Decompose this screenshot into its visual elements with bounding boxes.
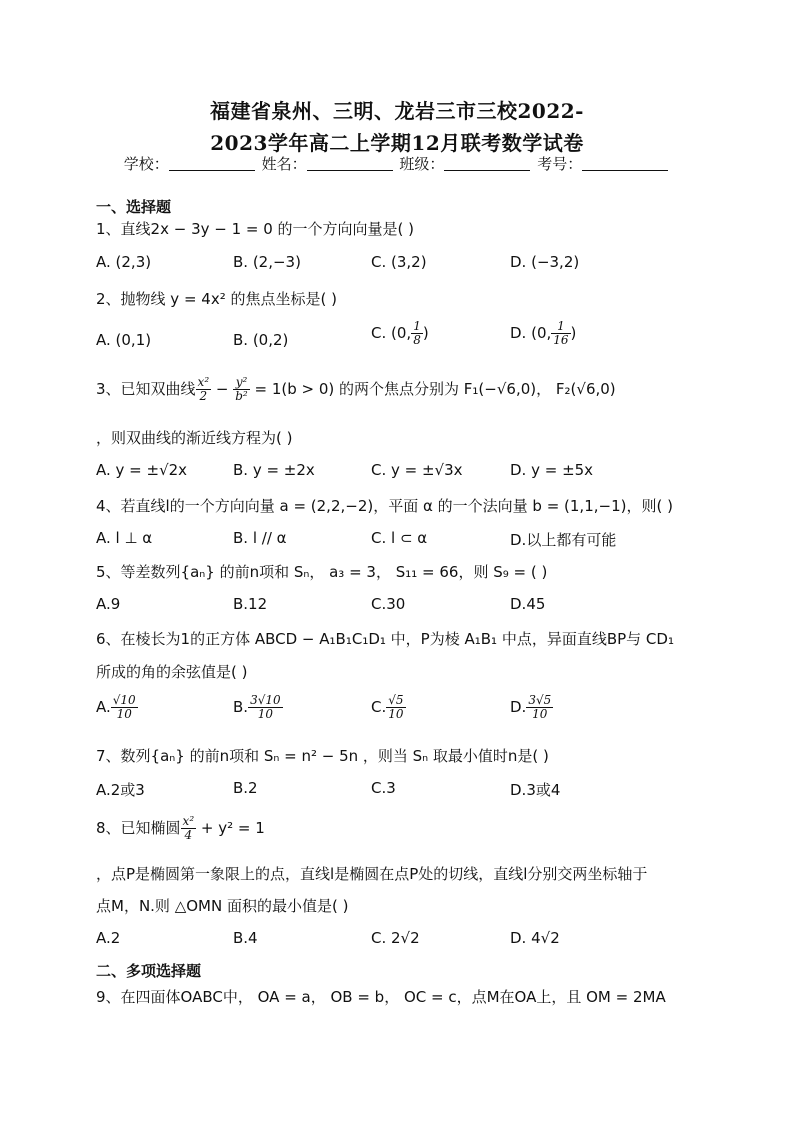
question-2-stem: 2、抛物线 y = 4x² 的焦点坐标是( ) [96, 290, 337, 308]
q3-option-a: A. y = ±√2x [96, 461, 188, 479]
q1-option-c: C. (3,2) [371, 253, 427, 271]
q5-option-a: A.9 [96, 595, 121, 613]
exam-number-blank[interactable] [582, 156, 668, 171]
question-4-stem: 4、若直线l的一个方向向量 a = (2,2,−2)，平面 α 的一个法向量 b = (1,1,−1)，则( ) [96, 497, 673, 515]
question-8-stem: 8、已知椭圆 $\frac{\text{x²}}{4}$ + y² = 1 [96, 814, 265, 842]
q1-option-d: D. (−3,2) [510, 253, 580, 271]
q6-option-a: A. $\frac{√10}{10}$ [96, 693, 136, 721]
class-blank[interactable] [444, 156, 530, 171]
q4-option-a: A. l ⊥ α [96, 529, 153, 547]
q2-option-d: D. (0, $\frac{1}{16}$ ) [510, 319, 577, 347]
question-3-stem-line2: ，则双曲线的渐近线方程为( ) [96, 429, 293, 447]
q5-option-b: B.12 [233, 595, 268, 613]
question-9-stem: 9、在四面体OABC中， OA = a， OB = b， OC = c，点M在OA上，且 OM = 2MA [96, 988, 666, 1006]
q3-option-c: C. y = ±√3x [371, 461, 463, 479]
question-5-stem: 5、等差数列{aₙ} 的前n项和 Sₙ， a₃ = 3， S₁₁ = 66，则 S₉ = ( ) [96, 563, 548, 581]
title-line-2: 2023学年高二上学期12月联考数学试卷 [210, 131, 584, 155]
q1-option-a: A. (2,3) [96, 253, 152, 271]
q3-option-d: D. y = ±5x [510, 461, 594, 479]
q4-option-b: B. l // α [233, 529, 287, 547]
q1-option-b: B. (2,−3) [233, 253, 301, 271]
q7-option-c: C.3 [371, 779, 396, 797]
section-heading-2: 二、多项选择题 [96, 962, 202, 980]
name-blank[interactable] [307, 156, 393, 171]
class-label: 班级： [399, 155, 445, 173]
question-7-stem: 7、数列{aₙ} 的前n项和 Sₙ = n² − 5n ，则当 Sₙ 取最小值时n是( ) [96, 747, 549, 765]
q7-option-a: A.2或3 [96, 781, 145, 799]
q2-option-c: C. (0, $\frac{1}{8}$ ) [371, 319, 429, 347]
q8-option-c: C. 2√2 [371, 929, 420, 947]
question-3-stem: 3、已知双曲线 $\frac{\text{x²}}{2}$ − $\frac{\text{y²}}{\text{b²}}$ = 1(b > 0) 的两个焦点分别为 F₁(−√6,0)， F₂(√6,0) [96, 375, 616, 403]
section-heading-1: 一、选择题 [96, 198, 172, 216]
q8-option-b: B.4 [233, 929, 258, 947]
q4-option-d: D.以上都有可能 [510, 531, 617, 549]
q2-option-b: B. (0,2) [233, 331, 289, 349]
q4-option-c: C. l ⊂ α [371, 529, 428, 547]
question-8-stem-line2: ，点P是椭圆第一象限上的点，直线l是椭圆在点P处的切线，直线l分别交两坐标轴于 [96, 865, 648, 883]
q8-option-a: A.2 [96, 929, 121, 947]
q7-option-b: B.2 [233, 779, 258, 797]
student-info-row [0, 153, 794, 174]
q6-option-c: C. $\frac{√5}{10}$ [371, 693, 404, 721]
school-blank[interactable] [169, 156, 255, 171]
q3-option-b: B. y = ±2x [233, 461, 315, 479]
name-label: 姓名： [261, 155, 307, 173]
q6-option-d: D. $\frac{3√5}{10}$ [510, 693, 552, 721]
q8-option-d: D. 4√2 [510, 929, 560, 947]
q6-option-b: B. $\frac{3√10}{10}$ [233, 693, 281, 721]
exam-number-label: 考号： [537, 155, 583, 173]
title-line-1: 福建省泉州、三明、龙岩三市三校2022- [210, 99, 584, 123]
q2-option-a: A. (0,1) [96, 331, 152, 349]
q5-option-c: C.30 [371, 595, 406, 613]
question-6-stem: 6、在棱长为1的正方体 ABCD − A₁B₁C₁D₁ 中，P为棱 A₁B₁ 中点，异面直线BP与 CD₁ [96, 630, 674, 648]
question-8-stem-line3: 点M，N.则 △OMN 面积的最小值是( ) [96, 897, 349, 915]
q5-option-d: D.45 [510, 595, 546, 613]
question-6-stem-line2: 所成的角的余弦值是( ) [96, 663, 248, 681]
question-1-stem: 1、直线2x − 3y − 1 = 0 的一个方向向量是( ) [96, 220, 415, 238]
school-label: 学校： [123, 155, 169, 173]
q7-option-d: D.3或4 [510, 781, 561, 799]
